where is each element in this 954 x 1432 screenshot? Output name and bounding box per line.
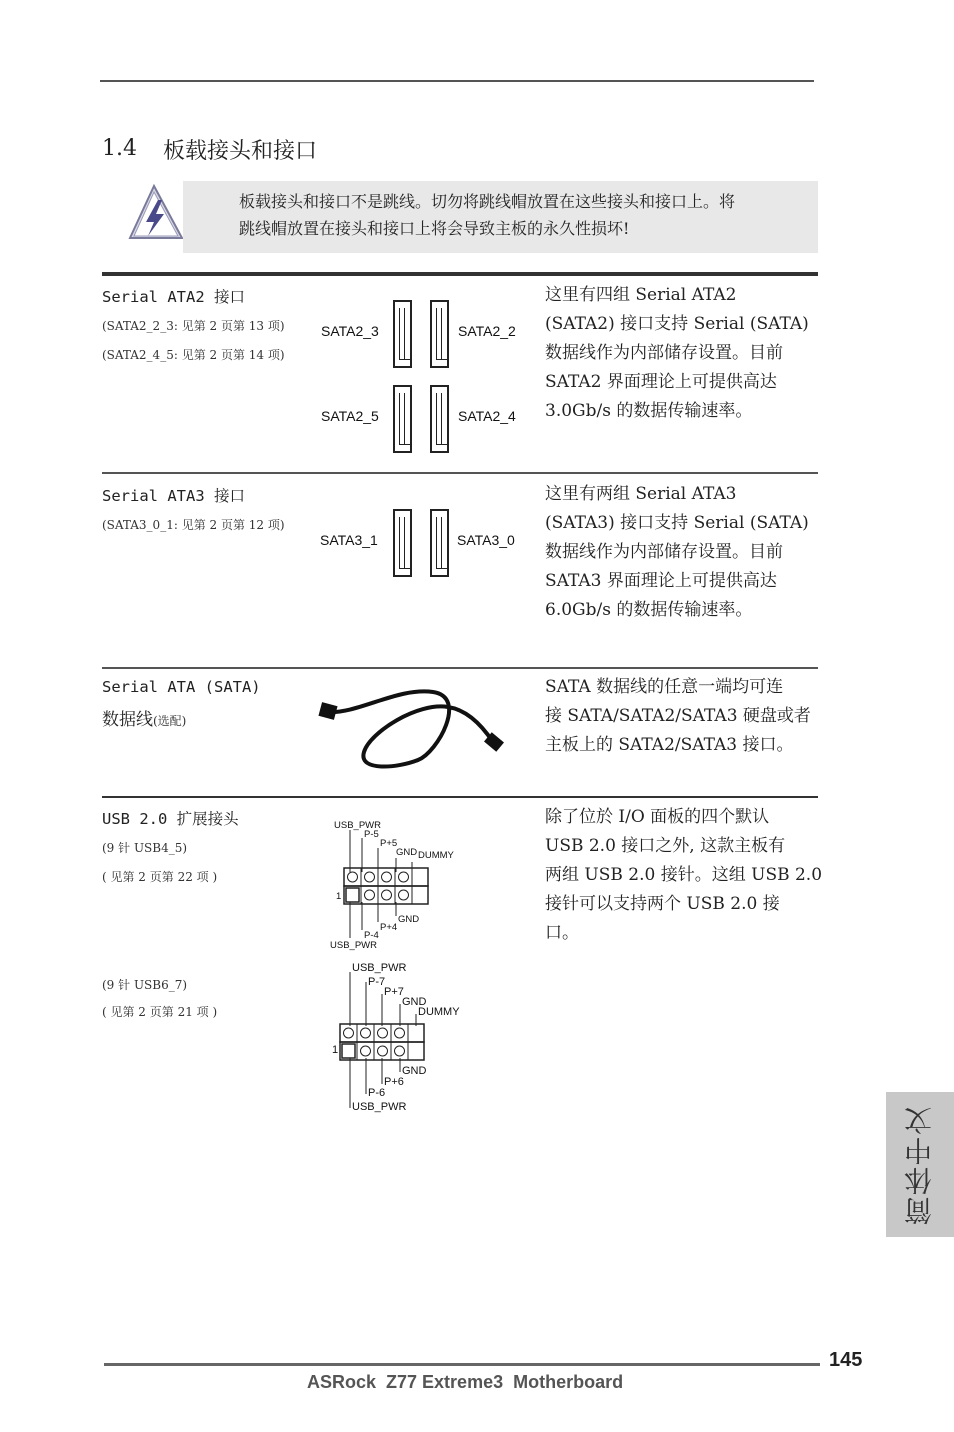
sata3-desc-line: 6.0Gb/s 的数据传输速率。 (545, 600, 753, 620)
sata2-3-port (393, 300, 412, 368)
sata2-2-port (430, 300, 449, 368)
sata3-desc-line: (SATA3) 接口支持 Serial (SATA) (545, 513, 809, 533)
sata2-desc-line: 数据线作为内部储存设置。目前 (545, 343, 783, 363)
sata3-title: Serial ATA3 接口 (102, 487, 245, 505)
sata2-desc-line: SATA2 界面理论上可提供高达 (545, 372, 777, 392)
usb-title: USB 2.0 扩展接头 (102, 810, 239, 828)
sata-cable-image (318, 682, 508, 772)
pin-p-minus-6: P-6 (368, 1087, 386, 1099)
sata3-1-port (393, 509, 412, 577)
section-title: 板载接头和接口 (163, 139, 318, 164)
divider-1 (102, 472, 818, 474)
pin-p-minus-7: P-7 (368, 976, 386, 988)
pin-1-marker: 1 (336, 891, 342, 902)
divider-3 (102, 796, 818, 798)
sata2-ref-2: (SATA2_4_5: 见第 2 页第 14 项) (102, 348, 285, 362)
cable-optional: (选配) (153, 714, 187, 728)
sata3-desc-line: 这里有两组 Serial ATA3 (545, 484, 737, 504)
cable-title-2 (102, 705, 186, 730)
sata2-5-label: SATA2_5 (321, 408, 379, 424)
usb-ref-2: ( 见第 2 页第 22 项 ) (102, 870, 218, 884)
pin-p-minus-5: P-5 (364, 829, 379, 840)
cable-desc-line: SATA 数据线的任意一端均可连 (545, 677, 784, 697)
sata2-desc-line: 这里有四组 Serial ATA2 (545, 285, 737, 305)
pin-usb-pwr-bottom-2: USB_PWR (352, 1101, 407, 1113)
divider-2 (102, 667, 818, 669)
usb-ref-3: (9 针 USB6_7) (102, 978, 188, 992)
language-tab-text: 简体中文 (903, 1104, 936, 1225)
cable-desc-line: 主板上的 SATA2/SATA3 接口。 (545, 735, 794, 755)
pin-p-minus-4: P-4 (364, 930, 379, 941)
sata2-4-label: SATA2_4 (458, 408, 516, 424)
sata3-ref-1: (SATA3_0_1: 见第 2 页第 12 项) (102, 518, 285, 532)
pin-usb-pwr-top: USB_PWR (334, 820, 381, 831)
pin-p-plus-7: P+7 (384, 986, 404, 998)
section-number: 1.4 (102, 136, 137, 161)
pin-gnd-top-2: GND (402, 996, 427, 1008)
warning-icon (124, 180, 186, 244)
pin-gnd-top: GND (396, 847, 418, 858)
warning-line-1: 板载接头和接口不是跳线。切勿将跳线帽放置在这些接头和接口上。将 (239, 192, 736, 211)
sata3-desc-line: 数据线作为内部储存设置。目前 (545, 542, 783, 562)
pin-p-plus-6: P+6 (384, 1076, 404, 1088)
sata3-0-label: SATA3_0 (457, 532, 515, 548)
cable-title-text: 数据线 (102, 710, 153, 730)
cable-desc-line: 接 SATA/SATA2/SATA3 硬盘或者 (545, 706, 811, 726)
pin-1-marker-2: 1 (332, 1044, 339, 1056)
sata3-desc-line: SATA3 界面理论上可提供高达 (545, 571, 777, 591)
cable-title: Serial ATA (SATA) (102, 678, 261, 696)
sata3-description (545, 480, 809, 625)
language-tab (886, 1092, 954, 1237)
sata2-2-label: SATA2_2 (458, 323, 516, 339)
cable-description (545, 673, 811, 760)
usb-desc-line: 口。 (545, 923, 579, 943)
pin-p-plus-5: P+5 (380, 838, 398, 849)
thick-rule (102, 272, 818, 276)
warning-line-2: 跳线帽放置在接头和接口上将会导致主板的永久性损坏! (239, 219, 630, 238)
footer-product: ASRock Z77 Extreme3 Motherboard (307, 1372, 624, 1392)
usb-desc-line: 接针可以支持两个 USB 2.0 接 (545, 894, 780, 914)
pin-dummy: DUMMY (418, 850, 454, 861)
pin-gnd-bottom: GND (398, 914, 420, 925)
usb45-header-diagram (328, 818, 468, 952)
pin-gnd-bottom-2: GND (402, 1065, 427, 1077)
footer-rule (104, 1363, 820, 1366)
sata2-4-port (430, 385, 449, 453)
sata2-3-label: SATA2_3 (321, 323, 379, 339)
sata2-desc-line: 3.0Gb/s 的数据传输速率。 (545, 401, 753, 421)
pin-dummy-2: DUMMY (418, 1006, 460, 1018)
top-rule (100, 80, 814, 82)
sata3-1-label: SATA3_1 (320, 532, 378, 548)
sata3-0-port (430, 509, 449, 577)
usb-desc-line: 除了位於 I/O 面板的四个默认 (545, 807, 770, 827)
pin-usb-pwr-bottom: USB_PWR (330, 940, 377, 951)
usb-ref-4: ( 见第 2 页第 21 项 ) (102, 1005, 218, 1019)
usb67-header-diagram (330, 962, 470, 1114)
usb-desc-line: 两组 USB 2.0 接针。这组 USB 2.0 (545, 865, 823, 885)
usb-ref-1: (9 针 USB4_5) (102, 841, 188, 855)
sata2-description (545, 281, 809, 426)
sata2-5-port (393, 385, 412, 453)
usb-description (545, 803, 822, 948)
page-number: 145 (829, 1349, 863, 1371)
usb-desc-line: USB 2.0 接口之外, 这款主板有 (545, 836, 786, 856)
pin-p-plus-4: P+4 (380, 922, 398, 933)
sata2-desc-line: (SATA2) 接口支持 Serial (SATA) (545, 314, 809, 334)
sata2-title: Serial ATA2 接口 (102, 288, 245, 306)
sata2-ref-1: (SATA2_2_3: 见第 2 页第 13 项) (102, 319, 285, 333)
pin-usb-pwr-top-2: USB_PWR (352, 962, 407, 974)
